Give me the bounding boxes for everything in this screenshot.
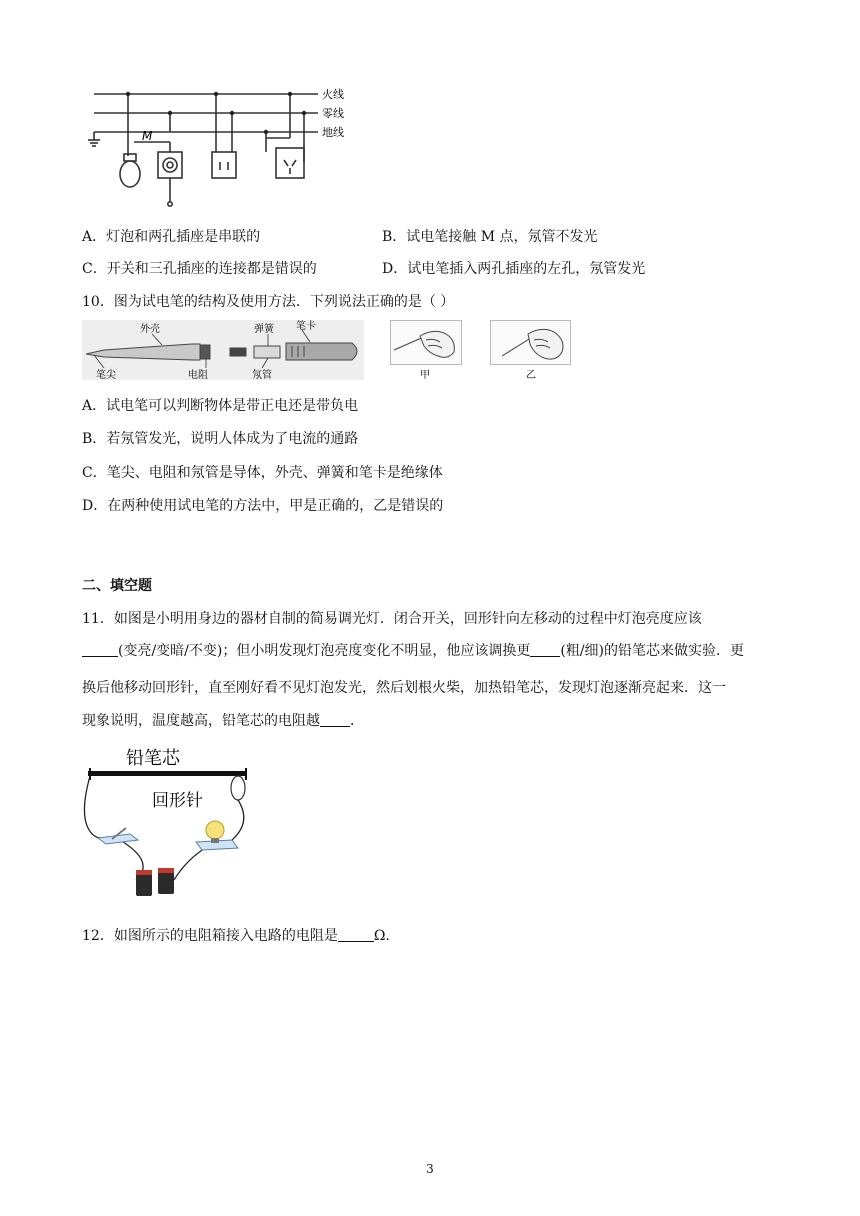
q11-blank-2[interactable] (530, 642, 560, 657)
test-pen-structure-figure (82, 320, 364, 380)
q9-option-c: C．开关和三孔插座的连接都是错误的 (82, 261, 317, 277)
q11-blank-3[interactable] (320, 712, 350, 727)
paper-clip-label: 回形针 (152, 791, 203, 811)
q10-option-b: B．若氖管发光，说明人体成为了电流的通路 (82, 431, 359, 447)
q11-line-1: 11．如图是小明用身边的器材自制的简易调光灯．闭合开关，回形针向左移动的过程中灯泡亮度应该 (82, 611, 702, 627)
neon-tube-label: 氖管 (252, 370, 272, 380)
usage-method-yi-figure (490, 320, 572, 382)
live-wire-label: 火线 (322, 88, 344, 101)
q11-line-4-part-a: 现象说明，温度越高，铅笔芯的电阻越 (82, 713, 320, 729)
q11-line-2-part-b: (粗/细)的铅笔芯来做实验．更 (560, 643, 744, 659)
q11-line-3: 换后他移动回形针，直至刚好看不见灯泡发光，然后划根火柴，加热铅笔芯，发现灯泡逐渐亮起来．这一 (82, 680, 726, 696)
q11-line-4 (82, 710, 364, 730)
neutral-wire-label: 零线 (322, 107, 344, 120)
shell-label: 外壳 (140, 324, 160, 335)
q11-blank-1[interactable] (82, 642, 118, 657)
q12-blank[interactable] (338, 927, 374, 942)
tip-label: 笔尖 (96, 370, 116, 380)
q10-option-c: C．笔尖、电阻和氖管是导体，外壳、弹簧和笔卡是绝缘体 (82, 465, 443, 481)
q11-line-2 (82, 640, 744, 660)
q10-stem: 10．图为试电笔的结构及使用方法．下列说法正确的是（ ） (82, 294, 455, 310)
q10-option-d: D．在两种使用试电笔的方法中，甲是正确的，乙是错误的 (82, 498, 444, 514)
q10-option-a: A．试电笔可以判断物体是带正电还是带负电 (82, 398, 359, 414)
q11-line-4-part-b: ． (350, 713, 364, 729)
q11-line-2-part-a: (变亮/变暗/不变)；但小明发现灯泡亮度变化不明显，他应该调换更 (118, 643, 531, 659)
clip-label: 笔卡 (296, 321, 316, 332)
point-m-label: M (142, 129, 153, 143)
section-fill-in-title: 二、填空题 (82, 578, 152, 594)
spring-label: 弹簧 (254, 324, 274, 335)
method-yi-label: 乙 (526, 370, 536, 381)
page-number: 3 (426, 1162, 434, 1176)
q9-option-b: B．试电笔接触 M 点，氖管不发光 (382, 229, 598, 245)
q12-text-a: 12．如图所示的电阻箱接入电路的电阻是 (82, 928, 338, 944)
q9-option-a: A．灯泡和两孔插座是串联的 (82, 229, 261, 245)
q12-text-b: Ω. (373, 928, 390, 944)
q12-line (82, 925, 390, 945)
usage-method-jia-figure (390, 320, 462, 382)
method-jia-label: 甲 (420, 370, 430, 381)
dimmer-lamp-figure (82, 742, 258, 902)
q9-option-d: D．试电笔插入两孔插座的左孔，氖管发光 (382, 261, 646, 277)
resistor-label: 电阻 (188, 370, 208, 380)
lead-label: 铅笔芯 (126, 748, 180, 769)
household-circuit-diagram (86, 82, 366, 212)
ground-wire-label: 地线 (322, 126, 344, 139)
